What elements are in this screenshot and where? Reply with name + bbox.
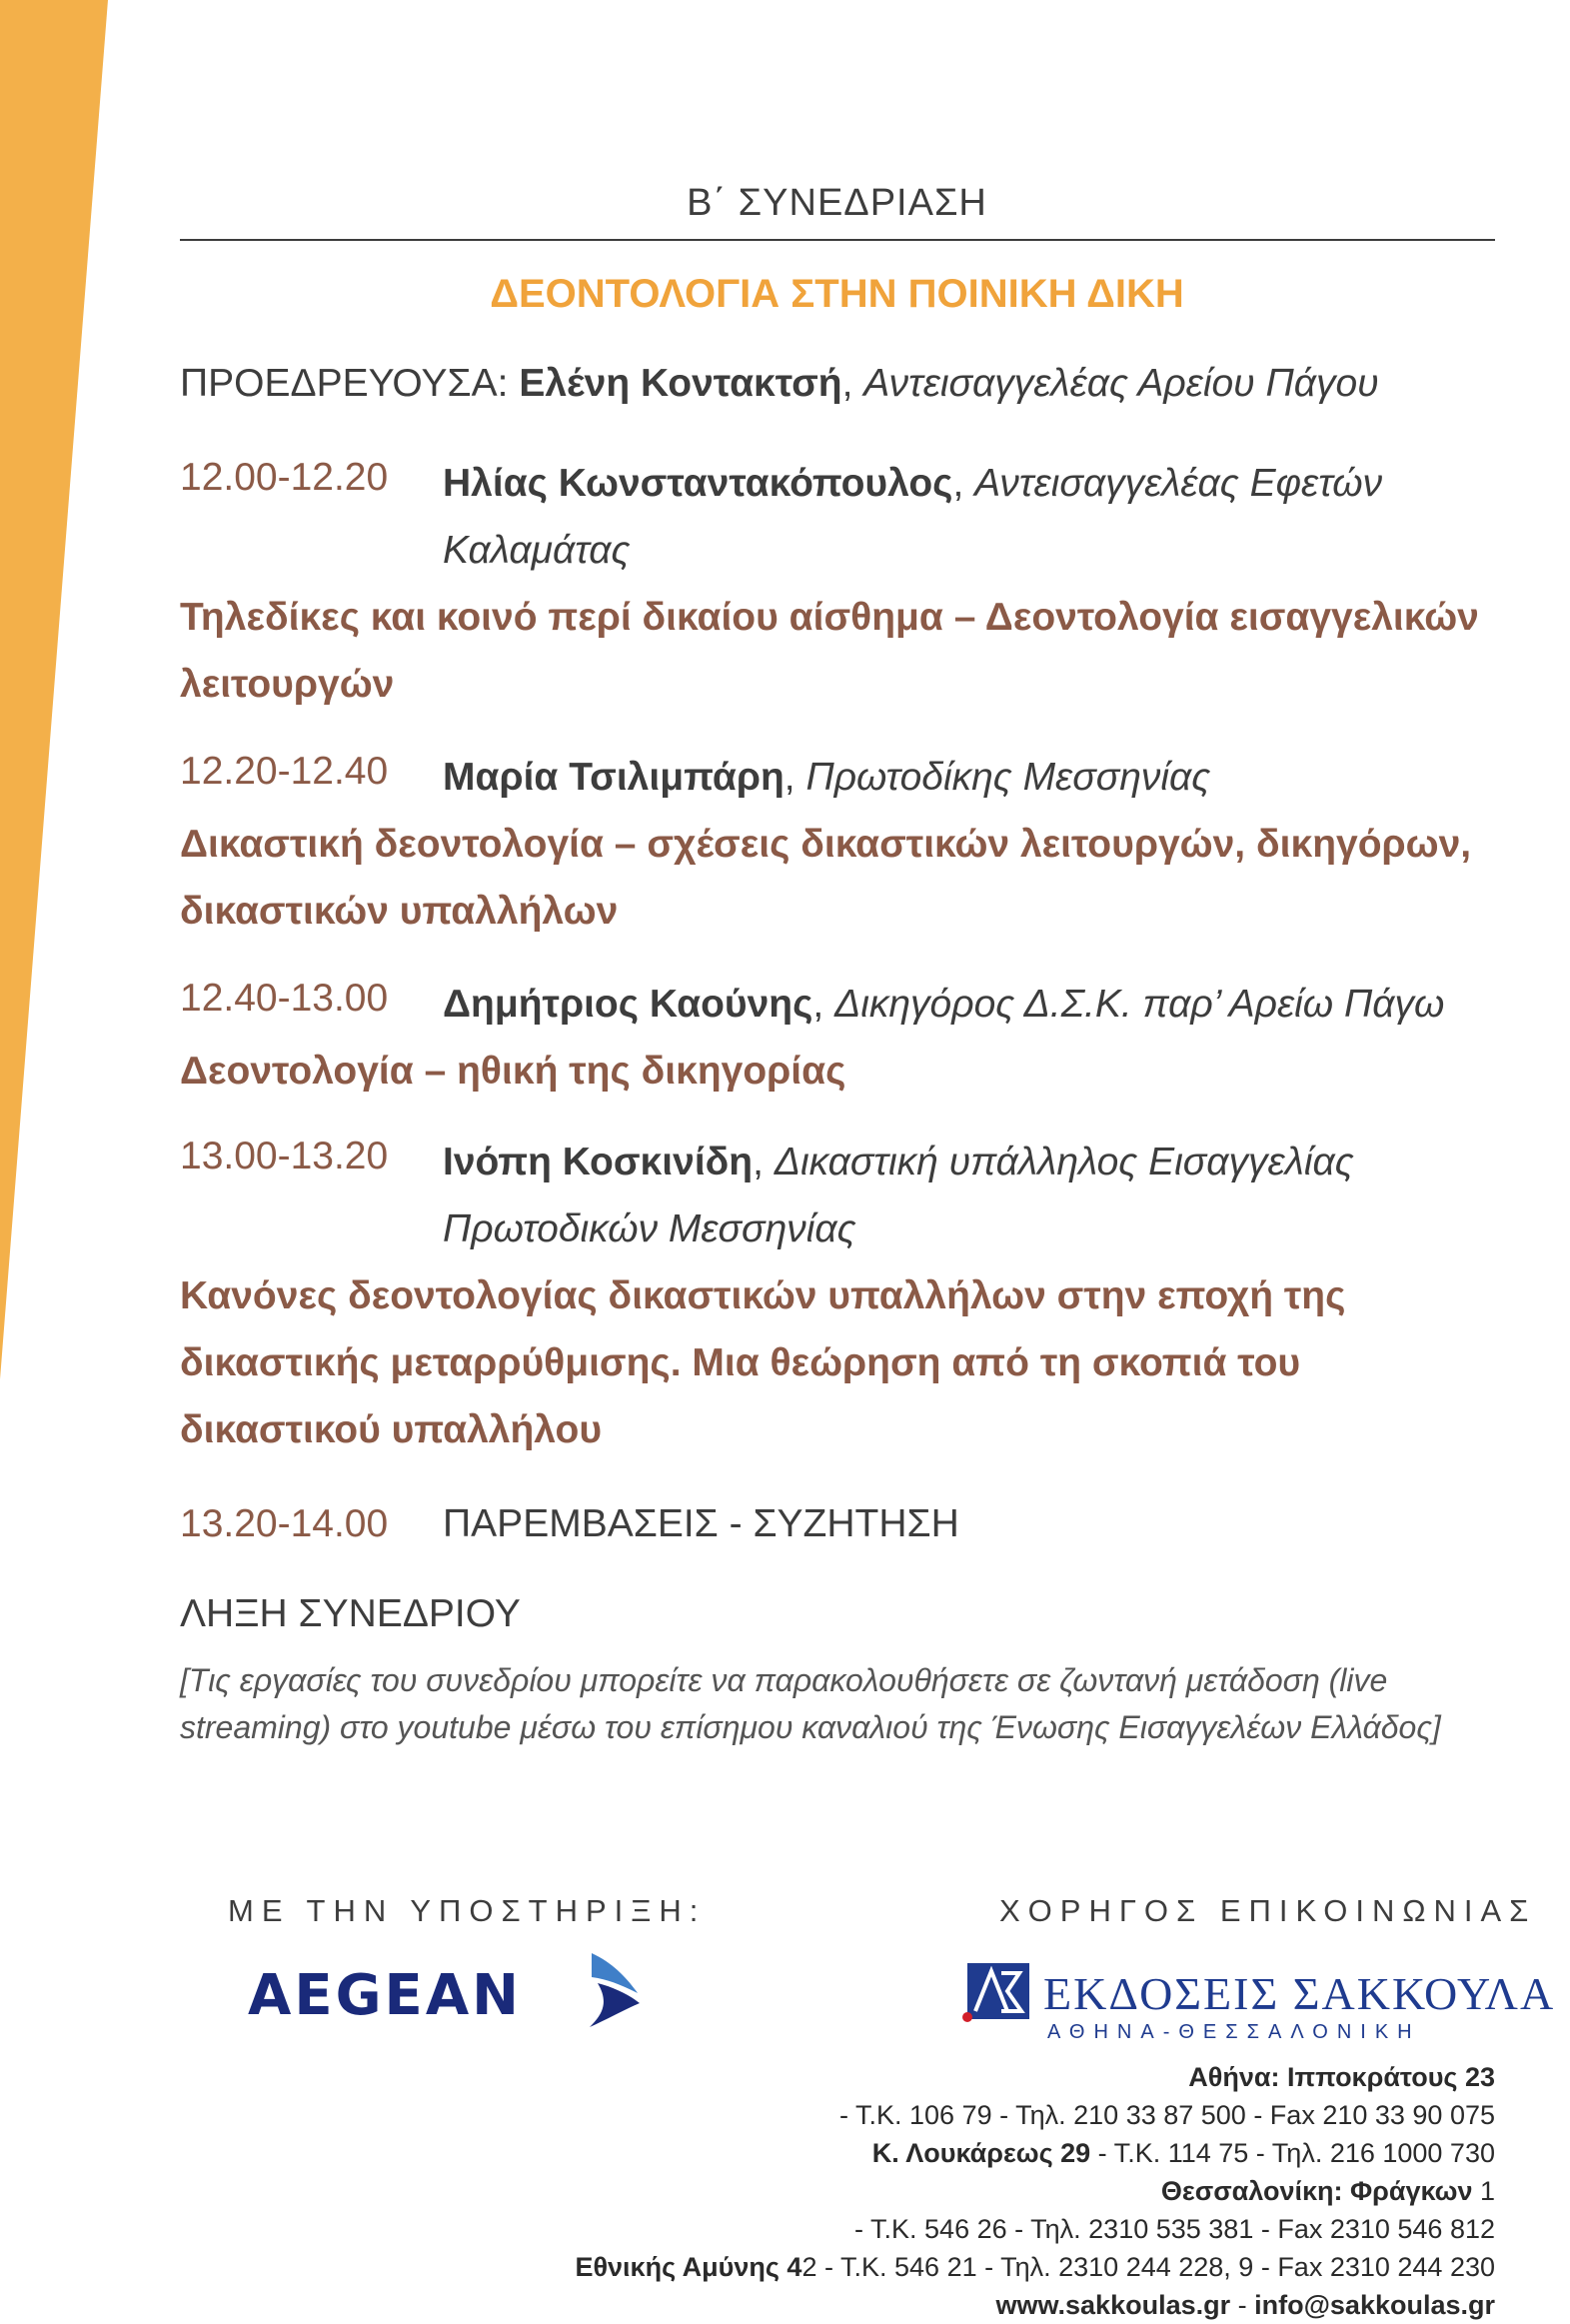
- title-divider: [180, 239, 1495, 241]
- website-link[interactable]: www.sakkoulas.gr: [995, 2290, 1231, 2320]
- speaker-role: Δικαστική υπάλληλος Εισαγγελίας Πρωτοδικών Μεσσηνίας: [443, 1141, 1354, 1250]
- talk-speaker: Δημήτριος Καούνης, Δικηγόρος Δ.Σ.Κ. παρ’ Αρείω Πάγω: [443, 983, 1445, 1026]
- discussion-time: 13.20-14.00: [180, 1502, 389, 1545]
- contact-loukareos-details: - Τ.Κ. 114 75 - Τηλ. 216 1000 730: [1090, 2138, 1495, 2168]
- speaker-name: Ινόπη Κοσκινίδη: [443, 1141, 754, 1183]
- speaker-name: Δημήτριος Καούνης: [443, 983, 813, 1026]
- sakkoulas-logo-subtitle: ΑΘΗΝΑ-ΘΕΣΣΑΛΟΝΙΚΗ: [1047, 2021, 1421, 2043]
- speaker-role: Αντεισαγγελέας Εφετών Καλαμάτας: [443, 462, 1383, 572]
- speaker-name: Ηλίας Κωνσταντακόπουλος: [443, 462, 953, 505]
- speaker-role: Δικηγόρος Δ.Σ.Κ. παρ’ Αρείω Πάγω: [834, 983, 1445, 1026]
- speaker-name: Μαρία Τσιλιμπάρη: [443, 756, 785, 799]
- support-label: ΜΕ ΤΗΝ ΥΠΟΣΤΗΡΙΞΗ:: [228, 1893, 707, 1928]
- talk-topic: Κανόνες δεοντολογίας δικαστικών υπαλλήλων στην εποχή της δικαστικής μεταρρύθμισης. Μια θεώρηση από τη σκοπιά του δικαστικού υπαλλήλου: [180, 1274, 1346, 1451]
- contact-loukareos-address: Κ. Λουκάρεως 29: [871, 2138, 1091, 2168]
- chair-name: Ελένη Κοντακτσή: [519, 362, 842, 405]
- talk-time: 12.20-12.40: [180, 750, 389, 793]
- chair-label: ΠΡΟΕΔΡΕΥΟΥΣΑ:: [180, 362, 509, 405]
- talk-speaker: Ηλίας Κωνσταντακόπουλος, Αντεισαγγελέας Εφετών Καλαμάτας: [443, 462, 1383, 572]
- streaming-note: [Τις εργασίες του συνεδρίου μπορείτε να παρακολουθήσετε σε ζωντανή μετάδοση (live streaming) στο youtube μέσω του επίσημου καναλιού της Ένωσης Εισαγγελέων Ελλάδος]: [180, 1662, 1441, 1745]
- talk-topic: Δικαστική δεοντολογία – σχέσεις δικαστικών λειτουργών, δικηγόρων, δικαστικών υπαλλήλων: [180, 823, 1472, 933]
- aegean-wing-icon: [584, 1949, 646, 2029]
- session-heading: ΔΕΟΝΤΟΛΟΓΙΑ ΣΤΗΝ ΠΟΙΝΙΚΗ ΔΙΚΗ: [490, 272, 1184, 316]
- talk-time: 12.40-13.00: [180, 977, 389, 1020]
- contact-thessaloniki-number: 1: [1472, 2176, 1495, 2206]
- sakkoulas-logo-icon: [961, 1961, 1033, 2023]
- contact-line: [575, 2248, 1495, 2286]
- contact-line: - Τ.Κ. 106 79 - Τηλ. 210 33 87 500 - Fax 210 33 90 075: [838, 2100, 1495, 2130]
- session-title: Β΄ ΣΥΝΕΔΡΙΑΣΗ: [687, 182, 987, 224]
- contact-line: [1161, 2172, 1495, 2210]
- email-link[interactable]: info@sakkoulas.gr: [1254, 2290, 1495, 2320]
- talk-topic: Τηλεδίκες και κοινό περί δικαίου αίσθημα – Δεοντολογία εισαγγελικών λειτουργών: [180, 596, 1479, 706]
- talk-speaker: Μαρία Τσιλιμπάρη, Πρωτοδίκης Μεσσηνίας: [443, 756, 1211, 799]
- sponsor-label: ΧΟΡΗΓΟΣ ΕΠΙΚΟΙΝΩΝΙΑΣ: [999, 1893, 1537, 1928]
- contact-line: [872, 2134, 1495, 2172]
- contact-line: [1188, 2058, 1495, 2096]
- contact-amynis-address: Εθνικής Αμύνης 4: [575, 2252, 802, 2282]
- talk-time: 12.00-12.20: [180, 456, 389, 499]
- contact-athens-address: Αθήνα: Ιπποκράτους 23: [1188, 2062, 1495, 2092]
- discussion-label: ΠΑΡΕΜΒΑΣΕΙΣ - ΣΥΖΗΤΗΣΗ: [443, 1502, 959, 1545]
- chair-line: ΠΡΟΕΔΡΕΥΟΥΣΑ: Ελένη Κοντακτσή, Αντεισαγγελέας Αρείου Πάγου: [180, 362, 1379, 405]
- sakkoulas-logo-text: ΕΚΔΟΣΕΙΣ ΣΑΚΚΟΥΛΑ: [1043, 1968, 1556, 2019]
- decorative-orange-stripe: [0, 0, 110, 1379]
- aegean-logo: AEGEAN: [248, 1963, 523, 2028]
- talk-topic: Δεοντολογία – ηθική της δικηγορίας: [180, 1050, 846, 1093]
- contact-line: - Τ.Κ. 546 26 - Τηλ. 2310 535 381 - Fax 2310 546 812: [854, 2214, 1495, 2244]
- talk-time: 13.00-13.20: [180, 1135, 389, 1177]
- contact-amynis-details: 2 - Τ.Κ. 546 21 - Τηλ. 2310 244 228, 9 - Fax 2310 244 230: [801, 2252, 1495, 2282]
- contact-thessaloniki-address: Θεσσαλονίκη: Φράγκων: [1160, 2176, 1473, 2206]
- closing-label: ΛΗΞΗ ΣΥΝΕΔΡΙΟΥ: [180, 1592, 521, 1635]
- chair-role: Αντεισαγγελέας Αρείου Πάγου: [863, 362, 1379, 405]
- contact-web-line: [996, 2286, 1495, 2324]
- talk-speaker: Ινόπη Κοσκινίδη, Δικαστική υπάλληλος Εισαγγελίας Πρωτοδικών Μεσσηνίας: [443, 1141, 1354, 1250]
- contact-separator: -: [1230, 2290, 1255, 2320]
- speaker-role: Πρωτοδίκης Μεσσηνίας: [805, 756, 1211, 799]
